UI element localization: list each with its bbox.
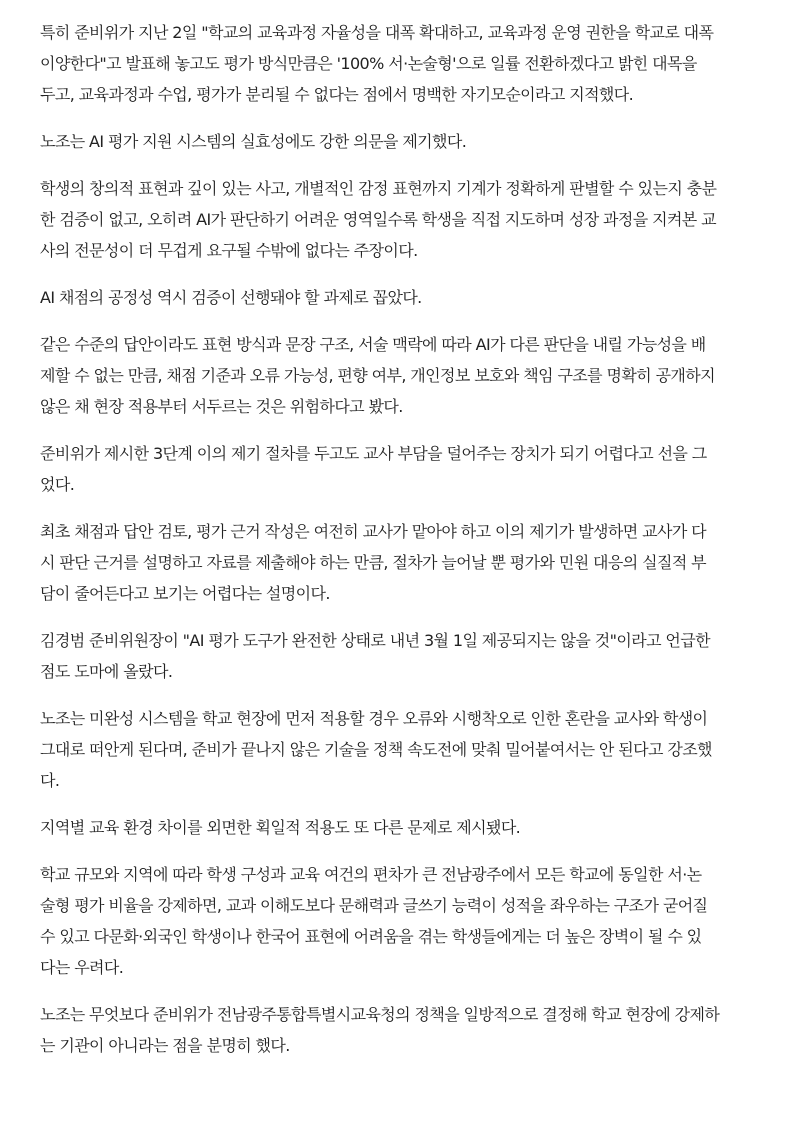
paragraph-line: 그대로 떠안게 된다며, 준비가 끝나지 않은 기술을 정책 속도전에 맞춰 밀어붙여서는 안 된다고 강조했	[40, 740, 712, 759]
paragraph-line: AI 채점의 공정성 역시 검증이 선행돼야 할 과제로 꼽았다.	[40, 288, 422, 307]
paragraph-line: 노조는 AI 평가 지원 시스템의 실효성에도 강한 의문을 제기했다.	[40, 132, 467, 151]
paragraph-line: 노조는 미완성 시스템을 학교 현장에 먼저 적용할 경우 오류와 시행착오로 인한 혼란을 교사와 학생이	[40, 709, 708, 728]
paragraph-line: 특히 준비위가 지난 2일 "학교의 교육과정 자율성을 대폭 확대하고, 교육과정 운영 권한을 학교로 대폭	[40, 23, 714, 42]
article-paragraph	[40, 625, 761, 687]
article-paragraph	[40, 126, 761, 157]
paragraph-line: 사의 전문성이 더 무겁게 요구될 수밖에 없다는 주장이다.	[40, 241, 418, 260]
paragraph-line: 노조는 무엇보다 준비위가 전남광주통합특별시교육청의 정책을 일방적으로 결정해 학교 현장에 강제하	[40, 1005, 720, 1024]
paragraph-line: 었다.	[40, 475, 75, 494]
article-paragraph	[40, 173, 761, 266]
paragraph-line: 이양한다"고 발표해 놓고도 평가 방식만큼은 '100% 서·논술형'으로 일률 전환하겠다고 밝힌 대목을	[40, 54, 697, 73]
paragraph-line: 두고, 교육과정과 수업, 평가가 분리될 수 없다는 점에서 명백한 자기모순이라고 지적했다.	[40, 85, 634, 104]
paragraph-line: 다는 우려다.	[40, 958, 124, 977]
article-paragraph	[40, 329, 761, 422]
article-paragraph	[40, 703, 761, 796]
paragraph-line: 담이 줄어든다고 보기는 어렵다는 설명이다.	[40, 584, 330, 603]
paragraph-line: 수 있고 다문화·외국인 학생이나 한국어 표현에 어려움을 겪는 학생들에게는 더 높은 장벽이 될 수 있	[40, 927, 702, 946]
paragraph-line: 지역별 교육 환경 차이를 외면한 획일적 적용도 또 다른 문제로 제시됐다.	[40, 818, 521, 837]
paragraph-line: 제할 수 없는 만큼, 채점 기준과 오류 가능성, 편향 여부, 개인정보 보호와 책임 구조를 명확히 공개하지	[40, 366, 715, 385]
paragraph-line: 는 기관이 아니라는 점을 분명히 했다.	[40, 1036, 290, 1055]
paragraph-line: 최초 채점과 답안 검토, 평가 근거 작성은 여전히 교사가 맡아야 하고 이의 제기가 발생하면 교사가 다	[40, 522, 707, 541]
article-paragraph	[40, 812, 761, 843]
paragraph-line: 시 판단 근거를 설명하고 자료를 제출해야 하는 만큼, 절차가 늘어날 뿐 평가와 민원 대응의 실질적 부	[40, 553, 707, 572]
paragraph-line: 점도 도마에 올랐다.	[40, 662, 173, 681]
article-paragraph	[40, 516, 761, 609]
paragraph-line: 김경범 준비위원장이 "AI 평가 도구가 완전한 상태로 내년 3월 1일 제공되지는 않을 것"이라고 언급한	[40, 631, 710, 650]
paragraph-line: 술형 평가 비율을 강제하면, 교과 이해도보다 문해력과 글쓰기 능력이 성적을 좌우하는 구조가 굳어질	[40, 896, 708, 915]
paragraph-line: 학생의 창의적 표현과 깊이 있는 사고, 개별적인 감정 표현까지 기계가 정확하게 판별할 수 있는지 충분	[40, 179, 717, 198]
paragraph-line: 다.	[40, 771, 60, 790]
article-paragraph	[40, 999, 761, 1061]
article-paragraph	[40, 17, 761, 110]
paragraph-line: 학교 규모와 지역에 따라 학생 구성과 교육 여건의 편차가 큰 전남광주에서 모든 학교에 동일한 서·논	[40, 865, 702, 884]
paragraph-line: 않은 채 현장 적용부터 서두르는 것은 위험하다고 봤다.	[40, 397, 403, 416]
article-paragraph	[40, 282, 761, 313]
article-paragraph	[40, 859, 761, 983]
paragraph-line: 준비위가 제시한 3단계 이의 제기 절차를 두고도 교사 부담을 덜어주는 장치가 되기 어렵다고 선을 그	[40, 444, 707, 463]
article-paragraph	[40, 438, 761, 500]
paragraph-line: 한 검증이 없고, 오히려 AI가 판단하기 어려운 영역일수록 학생을 직접 지도하며 성장 과정을 지켜본 교	[40, 210, 716, 229]
paragraph-line: 같은 수준의 답안이라도 표현 방식과 문장 구조, 서술 맥락에 따라 AI가 다른 판단을 내릴 가능성을 배	[40, 335, 706, 354]
